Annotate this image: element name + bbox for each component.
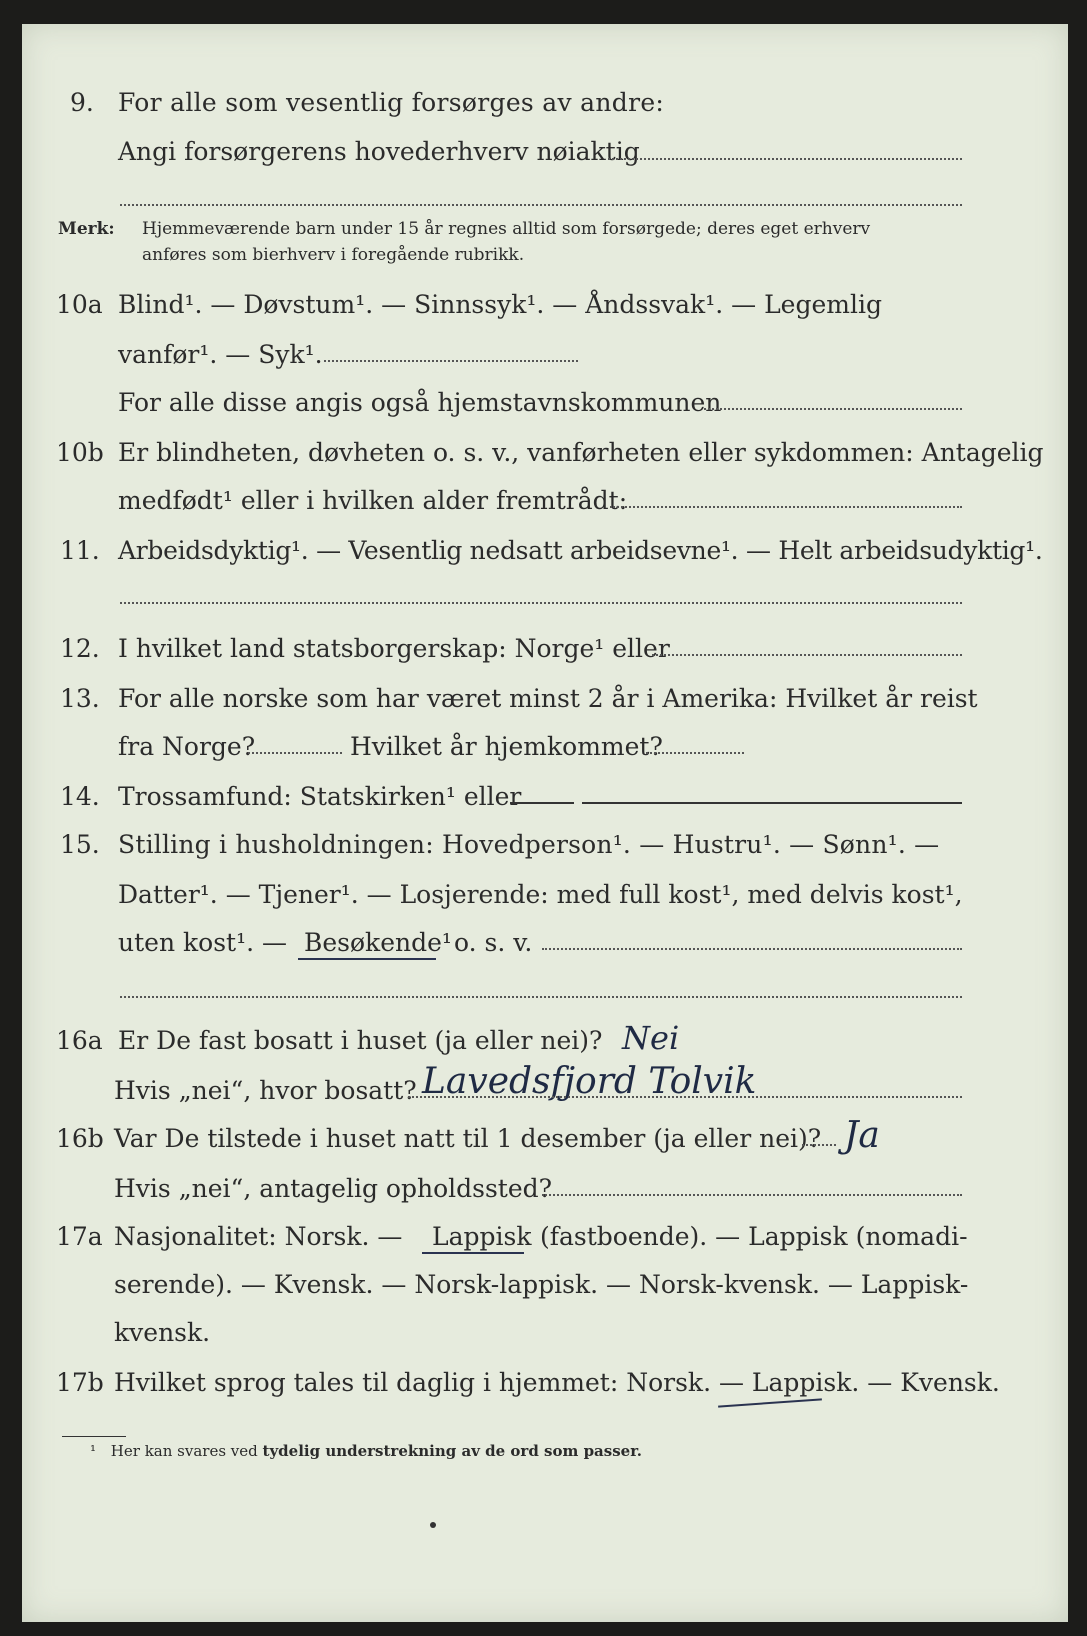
merk-label: Merk: (58, 219, 115, 239)
footnote-separator (62, 1436, 126, 1437)
q9-text-line1: For alle som vesentlig forsørges av andre: (118, 88, 665, 117)
q9-extra-line[interactable] (120, 204, 962, 206)
q16a-text-line2: Hvis „nei“, hvor bosatt? (114, 1076, 417, 1105)
footnote-mark: ¹ (90, 1442, 97, 1460)
q10a-number: 10a (56, 290, 103, 319)
q17a-text-line1c: (fastboende). — Lappisk (nomadi- (540, 1222, 968, 1251)
q17a-text-line1a: Nasjonalitet: Norsk. — (114, 1222, 403, 1251)
q14-text-line1: Trossamfund: Statskirken¹ eller (118, 782, 522, 811)
q16a-number: 16a (56, 1026, 103, 1055)
q16b-answer-field[interactable] (802, 1144, 836, 1146)
footnote-text-b: tydelig understrekning av de ord som passer. (262, 1442, 642, 1460)
q16b-text-line1: Var De tilstede i huset natt til 1 desember (ja eller nei)? (114, 1124, 822, 1153)
q10a-home-municipality-field[interactable] (704, 408, 962, 410)
q11-text-line1: Arbeidsdyktig¹. — Vesentlig nedsatt arbeidsevne¹. — Helt arbeidsudyktig¹. (118, 536, 1043, 565)
q13-text-line2a: fra Norge? (118, 732, 256, 761)
census-form-page (22, 24, 1068, 1622)
q17a-text-line1b-sami: Lappisk (432, 1222, 532, 1251)
q15-extra-line[interactable] (120, 996, 962, 998)
q16a-answer-handwritten: Nei (622, 1019, 680, 1057)
q14-number: 14. (60, 782, 100, 811)
q9-text-line2: Angi forsørgerens hovederhverv nøiaktig (118, 137, 640, 166)
q10b-text-line1: Er blindheten, døvheten o. s. v., vanførheten eller sykdommen: Antagelig (118, 438, 1044, 467)
q13-number: 13. (60, 684, 100, 713)
q14-denomination-field-b[interactable] (582, 802, 962, 804)
q16b-number: 16b (56, 1124, 104, 1153)
q15-text-line1: Stilling i husholdningen: Hovedperson¹. — Hustru¹. — Sønn¹. — (118, 830, 940, 859)
q17a-text-line3: kvensk. (114, 1318, 211, 1347)
footnote-text-a: Her kan svares ved (110, 1442, 258, 1460)
merk-text-line2: anføres som bierhverv i foregående rubrikk. (142, 245, 525, 265)
merk-text-line1: Hjemmeværende barn under 15 år regnes alltid som forsørgede; deres eget erhverv (142, 219, 871, 239)
q16b-location-field[interactable] (542, 1194, 962, 1196)
q10b-number: 10b (56, 438, 104, 467)
q13-departure-year-field[interactable] (248, 752, 342, 754)
q13-text-line2b: Hvilket år hjemkommet? (350, 732, 663, 761)
q10b-age-field[interactable] (610, 506, 962, 508)
q13-text-line1: For alle norske som har været minst 2 år i Amerika: Hvilket år reist (118, 684, 978, 713)
q15-text-line3c: o. s. v. (454, 928, 533, 957)
q16a-text-line1: Er De fast bosatt i huset (ja eller nei)? (118, 1026, 603, 1055)
q17a-number: 17a (56, 1222, 103, 1251)
q11-extra-line[interactable] (120, 602, 962, 604)
footnote (90, 1442, 642, 1460)
q12-country-field[interactable] (652, 654, 962, 656)
q15-visitor-underline (298, 958, 436, 960)
q16a-residence-field[interactable] (408, 1096, 962, 1098)
q10a-text-line2: vanfør¹. — Syk¹. (118, 340, 323, 369)
q13-return-year-field[interactable] (646, 752, 744, 754)
q10a-sick-field[interactable] (324, 360, 578, 362)
q15-text-line2: Datter¹. — Tjener¹. — Losjerende: med full kost¹, med delvis kost¹, (118, 880, 963, 909)
q17b-text-line1: Hvilket sprog tales til daglig i hjemmet: Norsk. — Lappisk. — Kvensk. (114, 1368, 1000, 1397)
q10a-text-line3: For alle disse angis også hjemstavnskommunen (118, 388, 722, 417)
q15-text-line3a: uten kost¹. — (118, 928, 287, 957)
q17b-number: 17b (56, 1368, 104, 1397)
q12-text-line1: I hvilket land statsborgerskap: Norge¹ eller (118, 634, 670, 663)
q15-other-field[interactable] (542, 948, 962, 950)
q10a-text-line1: Blind¹. — Døvstum¹. — Sinnssyk¹. — Åndssvak¹. — Legemlig (118, 290, 882, 319)
page-dot (430, 1522, 436, 1528)
q15-text-line3b-visitor: Besøkende¹ (304, 928, 452, 957)
q17b-sami-underline (718, 1398, 822, 1407)
q14-denomination-field-a[interactable] (510, 802, 574, 804)
q11-number: 11. (60, 536, 100, 565)
q17a-text-line2: serende). — Kvensk. — Norsk-lappisk. — Norsk-kvensk. — Lappisk- (114, 1270, 969, 1299)
q12-number: 12. (60, 634, 100, 663)
q16b-answer-handwritten: Ja (844, 1115, 880, 1156)
q9-answer-field[interactable] (608, 158, 962, 160)
q16b-text-line2: Hvis „nei“, antagelig opholdssted? (114, 1174, 553, 1203)
q15-number: 15. (60, 830, 100, 859)
q10b-text-line2: medfødt¹ eller i hvilken alder fremtrådt: (118, 486, 628, 515)
q9-number: 9. (70, 88, 94, 117)
q16a-residence-handwritten: Lavedsfjord Tolvik (422, 1061, 757, 1102)
q17a-sami-underline (422, 1252, 524, 1254)
